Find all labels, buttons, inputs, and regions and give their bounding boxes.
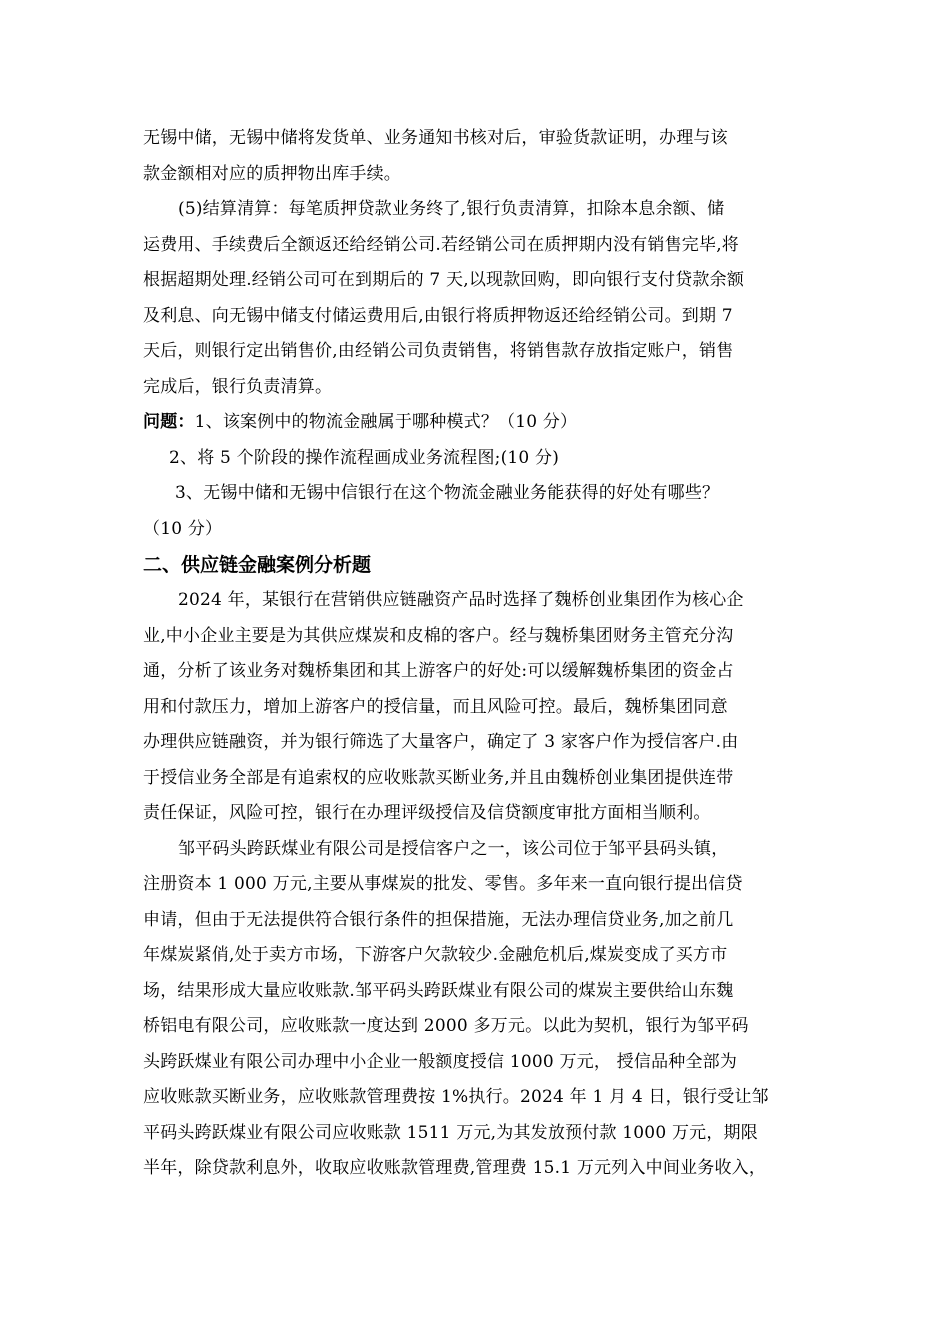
text-line: 根据超期处理.经销公司可在到期后的 7 天,以现款回购，即向银行支付贷款余额 bbox=[143, 270, 745, 290]
text-line: 运费用、手续费后全额返还给经销公司.若经销公司在质押期内没有销售完毕,将 bbox=[143, 234, 740, 255]
text-line: 于授信业务全部是有追索权的应收账款买断业务,并且由魏桥创业集团提供连带 bbox=[143, 767, 734, 788]
text-line: 邹平码头跨跃煤业有限公司是授信客户之一，该公司位于邹平县码头镇， bbox=[178, 838, 729, 859]
text-line: 年煤炭紧俏,处于卖方市场，下游客户欠款较少.金融危机后,煤炭变成了买方市 bbox=[143, 945, 728, 965]
text-line: 2024 年，某银行在营销供应链融资产品时选择了魏桥创业集团作为核心企 bbox=[178, 590, 744, 610]
document-body bbox=[143, 121, 815, 1187]
question-2: 2、将 5 个阶段的操作流程画成业务流程图;(10 分) bbox=[169, 447, 560, 468]
text-line: 申请，但由于无法提供符合银行条件的担保措施，无法办理信贷业务,加之前几 bbox=[143, 909, 734, 930]
text-line: 通，分析了该业务对魏桥集团和其上游客户的好处:可以缓解魏桥集团的资金占 bbox=[143, 661, 734, 681]
text-line: 用和付款压力，增加上游客户的授信量，而且风险可控。最后，魏桥集团同意 bbox=[143, 696, 728, 717]
questions-label: 问题： bbox=[143, 412, 195, 432]
text-line: 办理供应链融资，并为银行筛选了大量客户，确定了 3 家客户作为授信客户.由 bbox=[143, 732, 739, 752]
text-line: 场，结果形成大量应收账款.邹平码头跨跃煤业有限公司的煤炭主要供给山东魏 bbox=[143, 980, 734, 1001]
text-line: 款金额相对应的质押物出库手续。 bbox=[143, 163, 401, 184]
question-3: 3、无锡中储和无锡中信银行在这个物流金融业务能获得的好处有哪些？ bbox=[175, 483, 720, 503]
text-line: 头跨跃煤业有限公司办理中小企业一般额度授信 1000 万元， 授信品种全部为 bbox=[143, 1051, 738, 1072]
text-line: 平码头跨跃煤业有限公司应收账款 1511 万元,为其发放预付款 1000 万元，期限 bbox=[143, 1122, 758, 1143]
section-heading: 二、供应链金融案例分析题 bbox=[143, 554, 372, 576]
text-line: 注册资本 1 000 万元,主要从事煤炭的批发、零售。多年来一直向银行提出信贷 bbox=[143, 874, 743, 894]
question-1-text: 1、该案例中的物流金融属于哪种模式？（10 分） bbox=[194, 412, 578, 432]
text-line: 业,中小企业主要是为其供应煤炭和皮棉的客户。经与魏桥集团财务主管充分沟 bbox=[143, 625, 734, 646]
text-line: 完成后，银行负责清算。 bbox=[143, 376, 333, 397]
text-line: 半年，除贷款利息外，收取应收账款管理费,管理费 15.1 万元列入中间业务收入， bbox=[143, 1158, 767, 1178]
text-line: 无锡中储，无锡中储将发货单、业务通知书核对后，审验货款证明，办理与该 bbox=[143, 128, 728, 148]
question-1 bbox=[143, 405, 815, 441]
text-line: 天后，则银行定出销售价,由经销公司负责销售，将销售款存放指定账户，销售 bbox=[143, 341, 734, 361]
text-line: 桥铝电有限公司，应收账款一度达到 2000 多万元。以此为契机，银行为邹平码 bbox=[143, 1016, 749, 1036]
text-line: 及利息、向无锡中储支付储运费用后,由银行将质押物返还给经销公司。到期 7 bbox=[143, 305, 733, 326]
text-line: (5)结算清算：每笔质押贷款业务终了,银行负责清算，扣除本息余额、储 bbox=[178, 199, 725, 219]
text-line: 应收账款买断业务，应收账款管理费按 1%执行。2024 年 1 月 4 日，银行受让邹 bbox=[143, 1087, 769, 1107]
text-line: 责任保证，风险可控，银行在办理评级授信及信贷额度审批方面相当顺利。 bbox=[143, 803, 711, 823]
question-3-continued: （10 分） bbox=[143, 518, 223, 539]
